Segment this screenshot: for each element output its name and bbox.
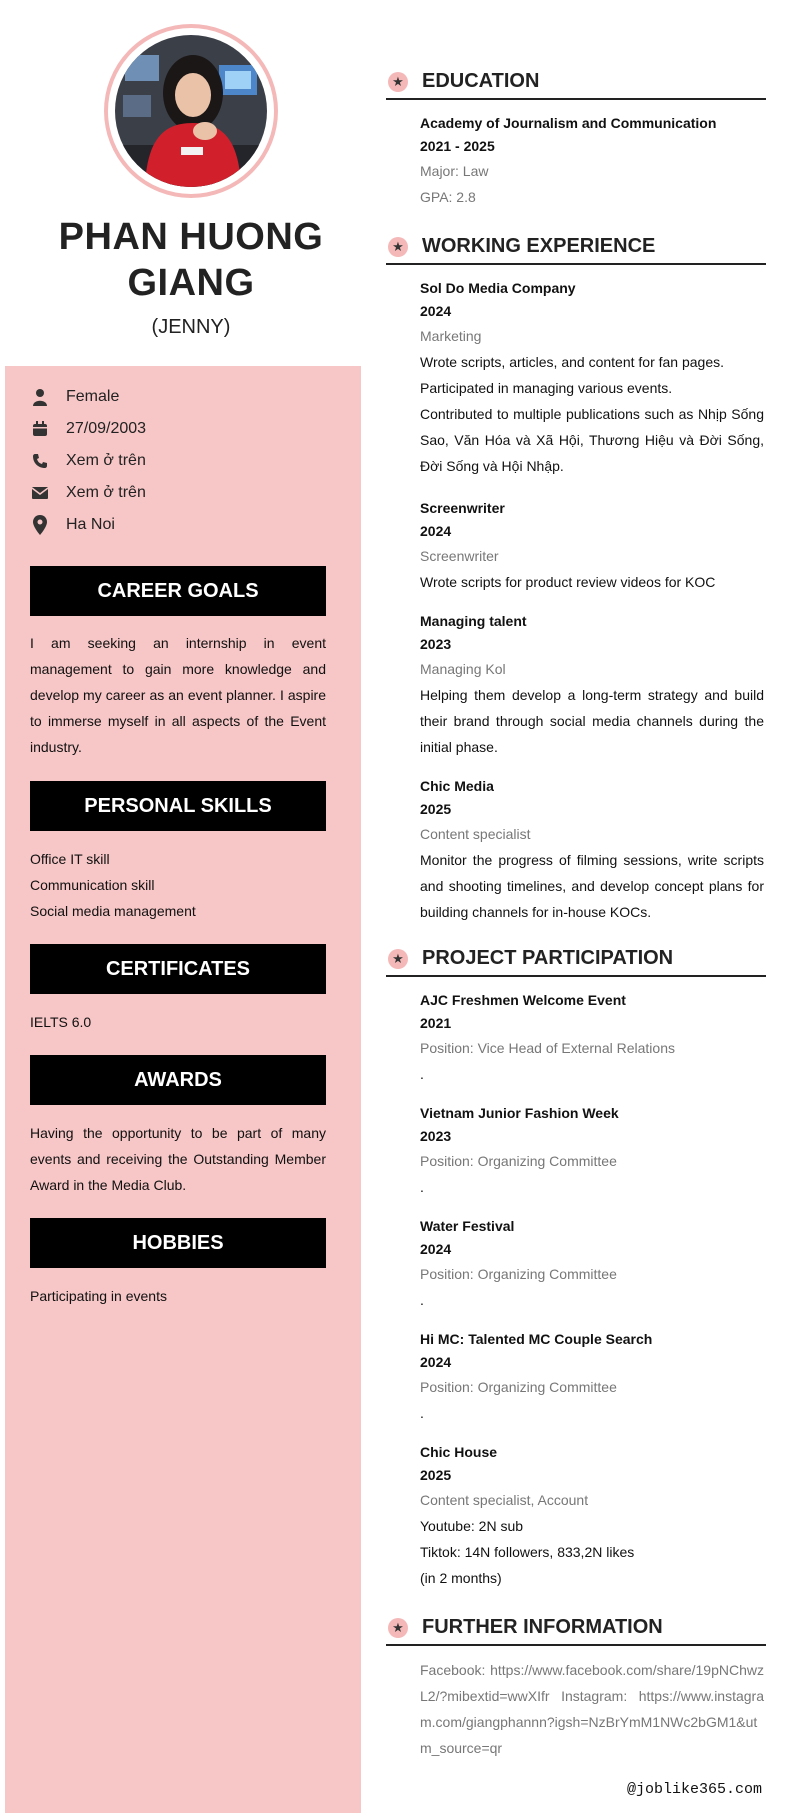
project-name: Vietnam Junior Fashion Week xyxy=(420,1105,619,1121)
project-entry xyxy=(420,1441,764,1591)
list-item: Social media management xyxy=(30,903,196,919)
contact-phone xyxy=(30,447,330,475)
personal-skills-header: PERSONAL SKILLS xyxy=(30,781,326,831)
entry-org: Screenwriter xyxy=(420,500,505,516)
entry-year: 2024 xyxy=(420,523,452,539)
entry-org: Managing talent xyxy=(420,613,527,629)
awards-text: Having the opportunity to be part of many events and receiving the Outstanding Member Award in the Media Club. xyxy=(30,1125,326,1193)
entry-year: 2024 xyxy=(420,303,452,319)
projects-section-title: ★ PROJECT PARTICIPATION xyxy=(386,945,766,977)
project-position: Position: Organizing Committee xyxy=(420,1379,617,1395)
star-icon: ★ xyxy=(388,949,408,969)
entry-line: Youtube: 2N sub xyxy=(420,1518,524,1534)
entry-role: Screenwriter xyxy=(420,548,499,564)
contact-location xyxy=(30,511,330,539)
entry-line: Participated in managing various events. xyxy=(420,380,673,396)
project-year: 2024 xyxy=(420,1241,452,1257)
contact-gender xyxy=(30,383,330,411)
location-icon xyxy=(30,515,50,535)
avatar xyxy=(115,35,267,187)
project-year: 2023 xyxy=(420,1128,452,1144)
entry-line: Wrote scripts for product review videos for KOC xyxy=(420,574,716,590)
hobbies-list xyxy=(30,1283,326,1309)
project-year: 2024 xyxy=(420,1354,452,1370)
entry-line: Wrote scripts, articles, and content for fan pages. xyxy=(420,354,725,370)
project-name: AJC Freshmen Welcome Event xyxy=(420,992,626,1008)
calendar-icon xyxy=(30,419,50,439)
project-name: Chic House xyxy=(420,1444,498,1460)
project-entry xyxy=(420,1102,764,1200)
further-section-title: ★ FURTHER INFORMATION xyxy=(386,1614,766,1646)
mail-icon xyxy=(30,483,50,503)
certificates-list xyxy=(30,1009,326,1035)
entry-line: (in 2 months) xyxy=(420,1570,502,1586)
experience-entry xyxy=(420,497,764,595)
project-entry xyxy=(420,1215,764,1313)
entry-line: . xyxy=(420,1179,424,1195)
candidate-nickname: (JENNY) xyxy=(151,316,231,338)
experience-entry xyxy=(420,775,764,925)
project-position: Content specialist, Account xyxy=(420,1492,589,1508)
list-item: Participating in events xyxy=(30,1288,167,1304)
project-position: Position: Organizing Committee xyxy=(420,1266,617,1282)
list-item: Office IT skill xyxy=(30,851,110,867)
entry-line: . xyxy=(420,1066,424,1082)
contact-value: Xem ở trên xyxy=(66,484,146,501)
career-goals-header: CAREER GOALS xyxy=(30,566,326,616)
project-position: Position: Vice Head of External Relations xyxy=(420,1040,675,1056)
entry-line: . xyxy=(420,1292,424,1308)
contact-email xyxy=(30,479,330,507)
project-entry xyxy=(420,989,764,1087)
certificates-header: CERTIFICATES xyxy=(30,944,326,994)
career-goals-text: I am seeking an internship in event management to gain more knowledge and develop my career as an event planner. I aspire to immerse myself in all aspects of the Event industry. xyxy=(30,635,326,755)
entry-line: Contributed to multiple publications such as Nhịp Sống Sao, Văn Hóa và Xã Hội, Thương Hiệu và Đời Sống, Đời Sống và Hội Nhập. xyxy=(420,406,764,474)
project-year: 2021 xyxy=(420,1015,452,1031)
contact-value: Female xyxy=(66,388,120,405)
star-icon: ★ xyxy=(388,1618,408,1638)
star-icon: ★ xyxy=(388,72,408,92)
education-major: Major: Law xyxy=(420,163,489,179)
entry-role: Content specialist xyxy=(420,826,531,842)
project-position: Position: Organizing Committee xyxy=(420,1153,617,1169)
entry-year: 2025 xyxy=(420,801,452,817)
list-item: Communication skill xyxy=(30,877,155,893)
project-name: Hi MC: Talented MC Couple Search xyxy=(420,1331,653,1347)
entry-line: . xyxy=(420,1405,424,1421)
experience-entry xyxy=(420,610,764,760)
contact-birthdate xyxy=(30,415,330,443)
education-entry xyxy=(420,112,764,210)
entry-year: 2023 xyxy=(420,636,452,652)
entry-line: Monitor the progress of filming sessions, write scripts and shooting timelines, and develop concept plans for building channels for in-house KOCs. xyxy=(420,852,764,920)
hobbies-header: HOBBIES xyxy=(30,1218,326,1268)
education-section-title: ★ EDUCATION xyxy=(386,68,766,100)
project-entry xyxy=(420,1328,764,1426)
awards-header: AWARDS xyxy=(30,1055,326,1105)
contact-value: 27/09/2003 xyxy=(66,420,147,437)
entry-role: Marketing xyxy=(420,328,482,344)
entry-org: Sol Do Media Company xyxy=(420,280,576,296)
candidate-name: PHAN HUONG GIANG xyxy=(58,216,324,304)
education-years: 2021 - 2025 xyxy=(420,138,495,154)
experience-entry xyxy=(420,277,764,479)
experience-section-title: ★ WORKING EXPERIENCE xyxy=(386,233,766,265)
further-info-text: Facebook: https://www.facebook.com/share/19pNChwzL2/?mibextid=wwXIfr Instagram: https://www.instagram.com/giangphannn?igsh=NzBrYmM1NWc2bGM1&utm_source=qr xyxy=(420,1662,764,1756)
entry-line: Tiktok: 14N followers, 833,2N likes xyxy=(420,1544,635,1560)
entry-role: Managing Kol xyxy=(420,661,506,677)
entry-org: Chic Media xyxy=(420,778,494,794)
school-name: Academy of Journalism and Communication xyxy=(420,115,717,131)
list-item: IELTS 6.0 xyxy=(30,1014,92,1030)
project-year: 2025 xyxy=(420,1467,452,1483)
footer-watermark: @joblike365.com xyxy=(626,1781,762,1798)
phone-icon xyxy=(30,451,50,471)
contact-value: Xem ở trên xyxy=(66,452,146,469)
entry-line: Helping them develop a long-term strategy and build their brand through social media channels during the initial phase. xyxy=(420,687,764,755)
avatar-frame xyxy=(104,24,278,198)
person-icon xyxy=(30,387,50,407)
star-icon: ★ xyxy=(388,237,408,257)
project-name: Water Festival xyxy=(420,1218,515,1234)
personal-skills-list xyxy=(30,846,326,924)
education-gpa: GPA: 2.8 xyxy=(420,189,476,205)
contact-value: Ha Noi xyxy=(66,516,115,533)
